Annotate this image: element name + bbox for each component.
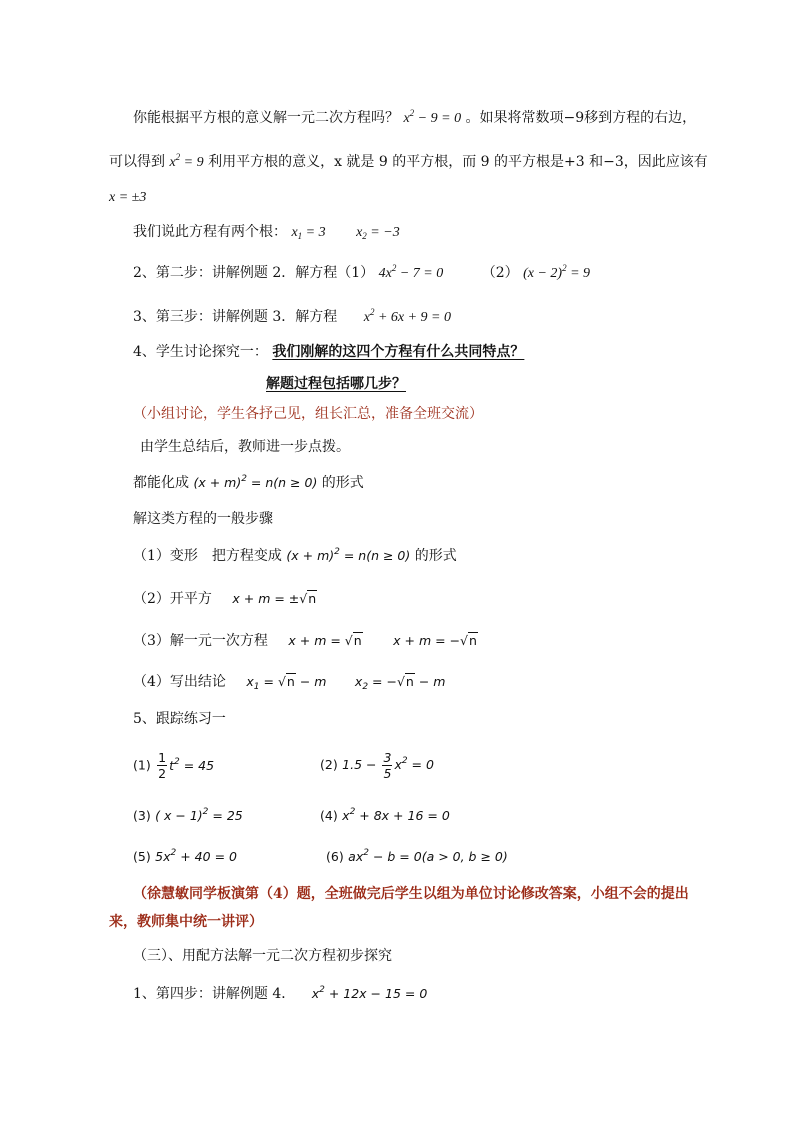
discussion-line	[133, 342, 524, 362]
practice-item-6	[326, 847, 508, 867]
step-conclusion-eq-2: $x_2 = -√n - m$	[354, 674, 446, 692]
intro-paragraph-line-1	[133, 108, 696, 129]
practice-num: (4)	[320, 808, 338, 823]
example-4-eq: $x^2 + 12x - 15 = 0$	[311, 985, 428, 1001]
step-conclusion	[133, 672, 445, 692]
practice-num: (3)	[133, 808, 151, 823]
general-form-line	[133, 473, 364, 493]
practice-eq-4: $x^2 + 8x + 16 = 0$	[342, 807, 450, 823]
example-2-eq-1: $4x^2 - 7 = 0$	[378, 263, 444, 281]
discussion-question-2-line	[266, 374, 406, 394]
example-2-eq-2: $(x - 2)^2 = 9$	[523, 263, 591, 281]
two-roots-text: 我们说此方程有两个根：	[133, 224, 287, 240]
practice-item-3	[133, 806, 243, 826]
root-2: $x_2 = -3$	[356, 225, 400, 241]
section-3-heading: （三）、用配方法解一元二次方程初步探究	[133, 948, 392, 964]
practice-eq-6: $ax^2 - b = 0(a > 0$, b ≥ 0)	[348, 848, 508, 864]
step-linear-eq-1: x + m = √n	[288, 633, 362, 648]
step-square-root-label: （2）开平方	[133, 591, 212, 607]
equation-x-eq-pm3: x = ±3	[109, 190, 147, 205]
practice-item-4	[320, 806, 450, 826]
step-conclusion-label: （4）写出结论	[133, 674, 226, 690]
example-3-eq: $x^2 + 6x + 9 = 0$	[363, 307, 451, 325]
steps-title: 解这类方程的一般步骤	[133, 511, 273, 527]
practice-eq-5: $5x^2 + 40 = 0$	[155, 848, 237, 864]
board-work-note-line-2: 来，教师集中统一讲评）	[109, 914, 263, 930]
intro-text: 你能根据平方根的意义解一元二次方程吗？	[133, 110, 399, 126]
step-square-root	[133, 589, 317, 609]
equation-x2-eq-9: $x^2 = 9$	[169, 152, 204, 170]
practice-eq-3: ( x − 1)$^2$ = 25	[155, 807, 243, 823]
fraction-one-half: $\frac{1}{2}$	[158, 750, 167, 781]
step-transform-eq: $(x + m)^2 = n(n \ge 0)$	[286, 547, 411, 563]
practice-eq-1: $t^2 = 45$	[169, 756, 215, 773]
discussion-question-1: 我们刚解的这四个方程有什么共同特点？	[272, 344, 525, 360]
practice-title: 5、跟踪练习一	[133, 711, 226, 727]
intro-text-rest: 。如果将常数项−9移到方程的右边，	[465, 110, 697, 126]
general-form-label: 都能化成	[133, 475, 189, 491]
root-1: $x_1 = 3$	[291, 225, 326, 241]
step-transform	[133, 546, 457, 566]
fraction-three-fifths: $\frac{3}{5}$	[383, 750, 392, 781]
step-2-label-2: （2）	[481, 265, 519, 281]
practice-num: (2)	[320, 757, 338, 772]
step-3-line	[133, 307, 451, 328]
intro-text-2: 可以得到	[109, 154, 165, 170]
step-linear-eq-2: x + m = −√n	[393, 633, 477, 648]
practice-item-2	[320, 750, 434, 781]
step-2-line	[133, 263, 590, 284]
step-3-label: 3、第三步：讲解例题 3．解方程	[133, 309, 338, 325]
practice-num: (6)	[326, 849, 344, 864]
step-conclusion-eq-1: $x_1 = √n - m$	[246, 674, 327, 692]
step-square-root-eq: x + m = ±√n	[232, 591, 317, 606]
step-4-line	[133, 984, 427, 1004]
teacher-summary: 由学生总结后，教师进一步点拨。	[140, 439, 350, 455]
intro-paragraph-line-2	[109, 152, 708, 173]
practice-num: (1)	[133, 757, 151, 773]
practice-item-5	[133, 847, 237, 867]
board-work-note-line-1: （徐慧敏同学板演第（4）题，全班做完后学生以组为单位讨论修改答案，小组不会的提出	[133, 886, 689, 902]
step-transform-rest: 的形式	[414, 548, 457, 564]
general-form-rest: 的形式	[321, 475, 364, 491]
practice-num: (5)	[133, 849, 151, 864]
step-4-label: 1、第四步：讲解例题 4．	[133, 986, 296, 1002]
discussion-label: 4、学生讨论探究一：	[133, 344, 268, 360]
step-linear-label: （3）解一元一次方程	[133, 633, 268, 649]
step-linear	[133, 631, 478, 651]
two-roots-line	[133, 222, 400, 243]
practice-item-1	[133, 750, 214, 781]
step-2-label: 2、第二步：讲解例题 2．解方程（1）	[133, 265, 375, 281]
group-discussion-note: （小组讨论，学生各抒己见，组长汇总，准备全班交流）	[133, 406, 483, 422]
step-transform-label: （1）变形 把方程变成	[133, 548, 282, 564]
equation-x2-minus-9: $x^2 - 9 = 0$	[403, 108, 462, 126]
practice-eq-2: 1.5 − $\frac{3}{5}$ $x^2 = 0$	[342, 750, 434, 781]
general-form-eq: $(x + m)^2 = n(n \ge 0)$	[193, 474, 318, 490]
discussion-question-2: 解题过程包括哪几步？	[266, 376, 406, 392]
intro-text-2-rest: 利用平方根的意义，x 就是 9 的平方根，而 9 的平方根是+3 和−3，因此应该有	[208, 154, 708, 170]
